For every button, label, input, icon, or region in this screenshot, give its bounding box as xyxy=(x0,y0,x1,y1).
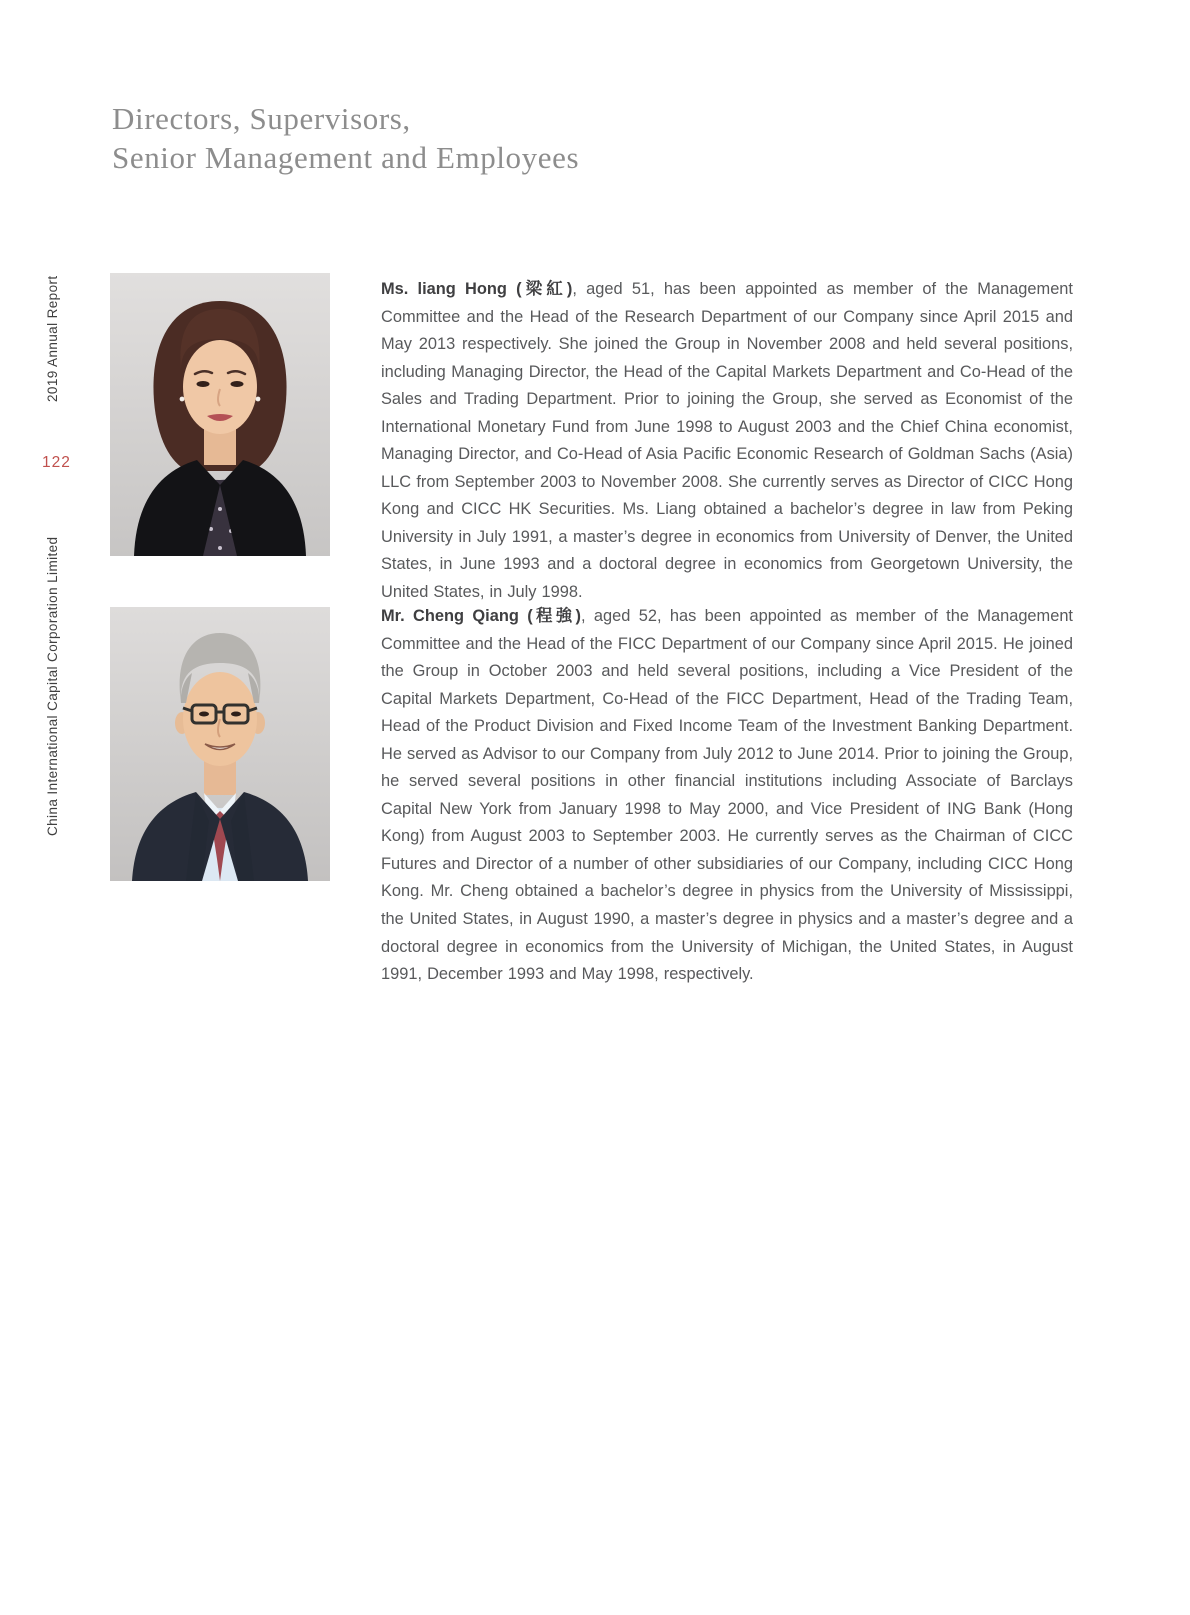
bio-paragraph-liang-hong xyxy=(381,276,1073,607)
bio-paragraph-cheng-qiang xyxy=(381,603,1073,989)
portrait-cheng-qiang xyxy=(110,607,330,881)
bio-body-cheng-qiang: , aged 52, has been appointed as member of the Management Committee and the Head of the FICC Department of our Company since April 2015. He joined the Group in October 2003 and held several positions, including a Vice President of the Capital Markets Department, Co-Head of the FICC Department, Head of the Trading Team, Head of the Product Division and Fixed Income Team of the Investment Banking Department. He served as Advisor to our Company from July 2012 to June 2014. Prior to joining the Group, he served several positions in other financial institutions including Associate of Barclays Capital New York from January 1998 to May 2000, and Vice President of ING Bank (Hong Kong) from August 2003 to September 2003. He currently serves as the Chairman of CICC Futures and Director of a number of other subsidiaries of our Company, including CICC Hong Kong. Mr. Cheng obtained a bachelor’s degree in physics from the University of Mississippi, the United States, in August 1990, a master’s degree in physics and a master’s degree and a doctoral degree in economics from the University of Michigan, the United States, in August 1991, December 1993 and May 1998, respectively. xyxy=(381,607,1073,984)
sidebar-company-name-label: China International Capital Corporation Limited xyxy=(45,536,60,836)
page-title-line2: Senior Management and Employees xyxy=(112,139,580,175)
page-number: 122 xyxy=(42,454,71,471)
bio-name-cheng-qiang: Mr. Cheng Qiang (程強) xyxy=(381,607,581,625)
portrait-liang-hong xyxy=(110,273,330,556)
bio-name-liang-hong: Ms. liang Hong (梁紅) xyxy=(381,280,573,298)
page-title xyxy=(112,99,579,177)
man-portrait-illustration xyxy=(110,607,330,881)
woman-portrait-illustration xyxy=(110,273,330,556)
page-title-line1: Directors, Supervisors, xyxy=(112,100,411,136)
sidebar-annual-report-label: 2019 Annual Report xyxy=(45,275,60,402)
bio-body-liang-hong: , aged 51, has been appointed as member of the Management Committee and the Head of the Research Department of our Company since April 2015 and May 2013 respectively. She joined the Group in November 2008 and held several positions, including Managing Director, the Head of the Capital Markets Department and Co-Head of the Sales and Trading Department. Prior to joining the Group, she served as Economist of the International Monetary Fund from June 1998 to August 2003 and the Chief China economist, Managing Director, and Co-Head of Asia Pacific Economic Research of Goldman Sachs (Asia) LLC from September 2003 to November 2008. She currently serves as Director of CICC Hong Kong and CICC HK Securities. Ms. Liang obtained a bachelor’s degree in law from Peking University in July 1991, a master’s degree in economics from University of Denver, the United States, in June 1993 and a doctoral degree in economics from Georgetown University, the United States, in July 1998. xyxy=(381,280,1073,602)
